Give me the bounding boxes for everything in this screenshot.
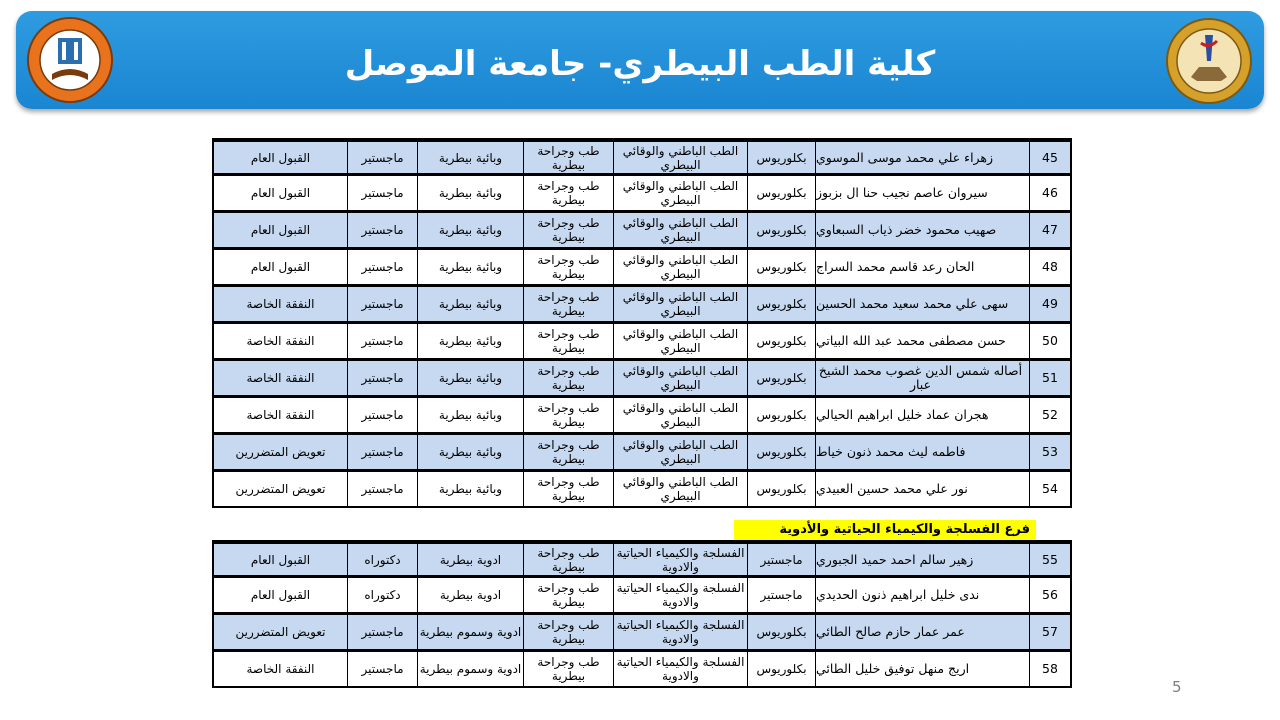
- row-number-cell: 51: [1030, 360, 1070, 397]
- students-table-2: [212, 540, 1072, 688]
- certificate-cell: بكلوريوس: [748, 249, 816, 286]
- specialization-cell: وبائية بيطرية: [418, 323, 524, 360]
- certificate-cell: بكلوريوس: [748, 286, 816, 323]
- table-row: [212, 175, 1072, 212]
- department-cell: الفسلجة والكيمياء الحياتية والادوية: [614, 614, 748, 651]
- general-specialization-cell: طب وجراحة بيطرية: [524, 212, 614, 249]
- general-specialization-cell: طب وجراحة بيطرية: [524, 397, 614, 434]
- degree-cell: ماجستير: [348, 323, 418, 360]
- general-specialization-cell: طب وجراحة بيطرية: [524, 323, 614, 360]
- degree-cell: ماجستير: [348, 471, 418, 508]
- certificate-cell: بكلوريوس: [748, 614, 816, 651]
- table-row: [212, 540, 1072, 577]
- student-name-cell: سهى علي محمد سعيد محمد الحسين: [816, 286, 1030, 323]
- certificate-cell: بكلوريوس: [748, 397, 816, 434]
- specialization-cell: وبائية بيطرية: [418, 397, 524, 434]
- row-number-cell: 49: [1030, 286, 1070, 323]
- specialization-cell: وبائية بيطرية: [418, 249, 524, 286]
- general-specialization-cell: طب وجراحة بيطرية: [524, 286, 614, 323]
- certificate-cell: ماجستير: [748, 577, 816, 614]
- department-cell: الطب الباطني والوقائي البيطري: [614, 212, 748, 249]
- student-name-cell: ندى خليل ابراهيم ذنون الحديدي: [816, 577, 1030, 614]
- general-specialization-cell: طب وجراحة بيطرية: [524, 471, 614, 508]
- row-number-cell: 45: [1030, 141, 1070, 175]
- degree-cell: ماجستير: [348, 434, 418, 471]
- certificate-cell: بكلوريوس: [748, 434, 816, 471]
- student-name-cell: سيروان عاصم نجيب حنا ال بزبوز: [816, 175, 1030, 212]
- university-logo-icon: [26, 16, 114, 104]
- admission-cell: القبول العام: [214, 577, 348, 614]
- section-number-cell: [1030, 520, 1070, 540]
- general-specialization-cell: طب وجراحة بيطرية: [524, 543, 614, 577]
- specialization-cell: وبائية بيطرية: [418, 471, 524, 508]
- general-specialization-cell: طب وجراحة بيطرية: [524, 141, 614, 175]
- veterinary-college-logo-icon: [1165, 17, 1253, 105]
- title-banner: [16, 11, 1264, 109]
- department-cell: الفسلجة والكيمياء الحياتية والادوية: [614, 577, 748, 614]
- general-specialization-cell: طب وجراحة بيطرية: [524, 249, 614, 286]
- degree-cell: دكتوراه: [348, 543, 418, 577]
- student-name-cell: صهيب محمود خضر ذياب السبعاوي: [816, 212, 1030, 249]
- admission-cell: النفقة الخاصة: [214, 397, 348, 434]
- degree-cell: ماجستير: [348, 249, 418, 286]
- specialization-cell: وبائية بيطرية: [418, 286, 524, 323]
- row-number-cell: 52: [1030, 397, 1070, 434]
- page-number: 5: [1172, 678, 1182, 696]
- table-row: [212, 286, 1072, 323]
- general-specialization-cell: طب وجراحة بيطرية: [524, 175, 614, 212]
- student-name-cell: حسن مصطفى محمد عبد الله البياتي: [816, 323, 1030, 360]
- student-name-cell: اريج منهل توفيق خليل الطائي: [816, 651, 1030, 688]
- table-row: [212, 434, 1072, 471]
- specialization-cell: ادوية بيطرية: [418, 543, 524, 577]
- table-row: [212, 577, 1072, 614]
- row-number-cell: 50: [1030, 323, 1070, 360]
- admission-cell: تعويض المتضررين: [214, 434, 348, 471]
- student-name-cell: أصاله شمس الدين غصوب محمد الشيخ عبار: [816, 360, 1030, 397]
- students-table-1: [212, 138, 1072, 508]
- table-row: [212, 614, 1072, 651]
- row-number-cell: 47: [1030, 212, 1070, 249]
- table-row: [212, 397, 1072, 434]
- general-specialization-cell: طب وجراحة بيطرية: [524, 651, 614, 688]
- row-number-cell: 55: [1030, 543, 1070, 577]
- department-cell: الطب الباطني والوقائي البيطري: [614, 434, 748, 471]
- row-number-cell: 54: [1030, 471, 1070, 508]
- table-row: [212, 323, 1072, 360]
- degree-cell: دكتوراه: [348, 577, 418, 614]
- certificate-cell: بكلوريوس: [748, 141, 816, 175]
- certificate-cell: بكلوريوس: [748, 212, 816, 249]
- specialization-cell: وبائية بيطرية: [418, 175, 524, 212]
- certificate-cell: بكلوريوس: [748, 360, 816, 397]
- student-name-cell: هجران عماد خليل ابراهيم الحيالي: [816, 397, 1030, 434]
- admission-cell: النفقة الخاصة: [214, 360, 348, 397]
- table-row: [212, 651, 1072, 688]
- department-cell: الطب الباطني والوقائي البيطري: [614, 286, 748, 323]
- row-number-cell: 53: [1030, 434, 1070, 471]
- certificate-cell: بكلوريوس: [748, 471, 816, 508]
- student-name-cell: عمر عمار حازم صالح الطائي: [816, 614, 1030, 651]
- specialization-cell: وبائية بيطرية: [418, 360, 524, 397]
- degree-cell: ماجستير: [348, 286, 418, 323]
- specialization-cell: وبائية بيطرية: [418, 212, 524, 249]
- department-cell: الطب الباطني والوقائي البيطري: [614, 175, 748, 212]
- general-specialization-cell: طب وجراحة بيطرية: [524, 360, 614, 397]
- row-number-cell: 58: [1030, 651, 1070, 688]
- certificate-cell: ماجستير: [748, 543, 816, 577]
- certificate-cell: بكلوريوس: [748, 323, 816, 360]
- specialization-cell: ادوية بيطرية: [418, 577, 524, 614]
- specialization-cell: وبائية بيطرية: [418, 141, 524, 175]
- admission-cell: القبول العام: [214, 175, 348, 212]
- row-number-cell: 57: [1030, 614, 1070, 651]
- table-row: [212, 360, 1072, 397]
- department-cell: الطب الباطني والوقائي البيطري: [614, 249, 748, 286]
- admission-cell: القبول العام: [214, 212, 348, 249]
- row-number-cell: 46: [1030, 175, 1070, 212]
- student-name-cell: زهير سالم احمد حميد الجبوري: [816, 543, 1030, 577]
- certificate-cell: بكلوريوس: [748, 651, 816, 688]
- department-cell: الطب الباطني والوقائي البيطري: [614, 323, 748, 360]
- degree-cell: ماجستير: [348, 212, 418, 249]
- section-heading: فرع الفسلجة والكيمياء الحياتية والأدوية: [734, 520, 1036, 540]
- department-cell: الطب الباطني والوقائي البيطري: [614, 471, 748, 508]
- general-specialization-cell: طب وجراحة بيطرية: [524, 434, 614, 471]
- student-name-cell: زهراء علي محمد موسى الموسوي: [816, 141, 1030, 175]
- admission-cell: تعويض المتضررين: [214, 471, 348, 508]
- row-number-cell: 56: [1030, 577, 1070, 614]
- department-cell: الطب الباطني والوقائي البيطري: [614, 397, 748, 434]
- degree-cell: ماجستير: [348, 175, 418, 212]
- admission-cell: القبول العام: [214, 141, 348, 175]
- student-name-cell: الحان رعد قاسم محمد السراج: [816, 249, 1030, 286]
- table-row: [212, 249, 1072, 286]
- degree-cell: ماجستير: [348, 141, 418, 175]
- student-name-cell: نور علي محمد حسين العبيدي: [816, 471, 1030, 508]
- department-cell: الطب الباطني والوقائي البيطري: [614, 141, 748, 175]
- admission-cell: القبول العام: [214, 543, 348, 577]
- page-title: كلية الطب البيطري- جامعة الموصل: [344, 44, 936, 84]
- department-cell: الفسلجة والكيمياء الحياتية والادوية: [614, 651, 748, 688]
- specialization-cell: وبائية بيطرية: [418, 434, 524, 471]
- row-number-cell: 48: [1030, 249, 1070, 286]
- degree-cell: ماجستير: [348, 397, 418, 434]
- table-row: [212, 471, 1072, 508]
- admission-cell: النفقة الخاصة: [214, 651, 348, 688]
- admission-cell: النفقة الخاصة: [214, 323, 348, 360]
- admission-cell: تعويض المتضررين: [214, 614, 348, 651]
- general-specialization-cell: طب وجراحة بيطرية: [524, 614, 614, 651]
- admission-cell: النفقة الخاصة: [214, 286, 348, 323]
- general-specialization-cell: طب وجراحة بيطرية: [524, 577, 614, 614]
- certificate-cell: بكلوريوس: [748, 175, 816, 212]
- table-row: [212, 138, 1072, 175]
- table-row: [212, 212, 1072, 249]
- student-name-cell: فاطمه ليث محمد ذنون خياط: [816, 434, 1030, 471]
- specialization-cell: ادوية وسموم بيطرية: [418, 614, 524, 651]
- degree-cell: ماجستير: [348, 614, 418, 651]
- department-cell: الفسلجة والكيمياء الحياتية والادوية: [614, 543, 748, 577]
- specialization-cell: ادوية وسموم بيطرية: [418, 651, 524, 688]
- admission-cell: القبول العام: [214, 249, 348, 286]
- department-cell: الطب الباطني والوقائي البيطري: [614, 360, 748, 397]
- degree-cell: ماجستير: [348, 651, 418, 688]
- degree-cell: ماجستير: [348, 360, 418, 397]
